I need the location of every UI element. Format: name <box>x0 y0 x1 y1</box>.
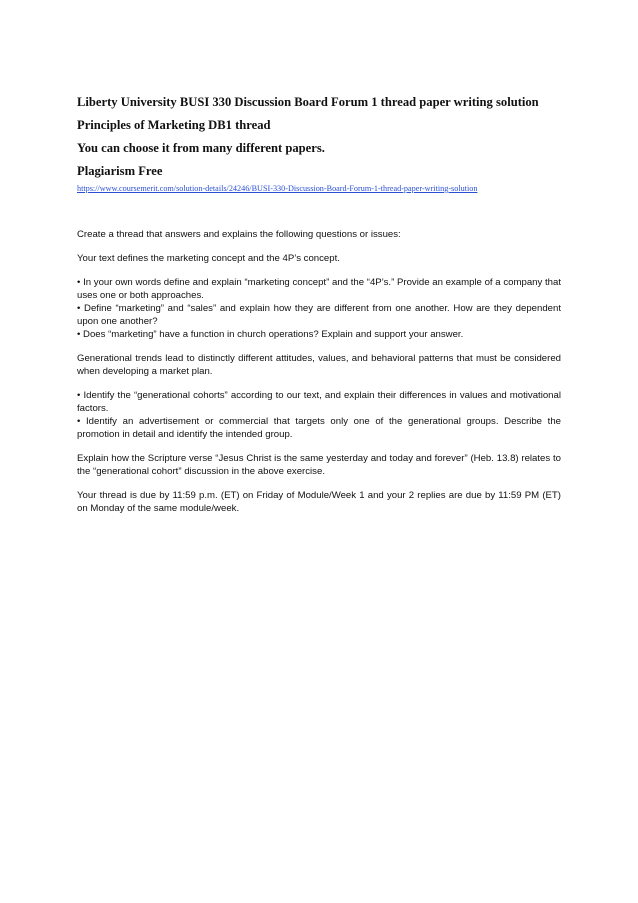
list-item: • Identify the “generational cohorts” according to our text, and explain their differences in values and motivational factors. <box>77 390 561 414</box>
plagiarism-note: Plagiarism Free <box>77 164 163 178</box>
solution-link[interactable]: https://www.coursemerit.com/solution-details/24246/BUSI-330-Discussion-Board-Forum-1-thread-paper-writing-solution <box>77 184 478 193</box>
list-item: • Identify an advertisement or commercial that targets only one of the generational groups. Describe the promotion in detail and identify the intended group. <box>77 416 561 440</box>
scripture-paragraph: Explain how the Scripture verse “Jesus Christ is the same yesterday and today and forever” (Heb. 13.8) relates to the “generational cohort” discussion in the above exercise. <box>77 453 561 477</box>
generational-paragraph: Generational trends lead to distinctly different attitudes, values, and behavioral patterns that must be considered when developing a market plan. <box>77 353 561 377</box>
question-list-1 <box>77 276 561 341</box>
document-content <box>77 95 561 515</box>
choice-note: You can choose it from many different papers. <box>77 141 325 155</box>
due-date-paragraph: Your thread is due by 11:59 p.m. (ET) on Friday of Module/Week 1 and your 2 replies are due by 11:59 PM (ET) on Monday of the same module/week. <box>77 490 561 514</box>
question-list-2 <box>77 389 561 441</box>
list-item: • In your own words define and explain “marketing concept” and the “4P’s.” Provide an example of a company that uses one or both approaches. <box>77 277 561 301</box>
list-item: • Does “marketing” have a function in church operations? Explain and support your answer. <box>77 329 464 340</box>
intro-paragraph: Create a thread that answers and explains the following questions or issues: <box>77 229 401 240</box>
document-title: Liberty University BUSI 330 Discussion Board Forum 1 thread paper writing solution <box>77 95 539 109</box>
text-defines-paragraph: Your text defines the marketing concept and the 4P’s concept. <box>77 253 340 264</box>
course-subtitle: Principles of Marketing DB1 thread <box>77 118 271 132</box>
list-item: • Define “marketing” and “sales” and explain how they are different from one another. How are they dependent upon one another? <box>77 303 561 327</box>
